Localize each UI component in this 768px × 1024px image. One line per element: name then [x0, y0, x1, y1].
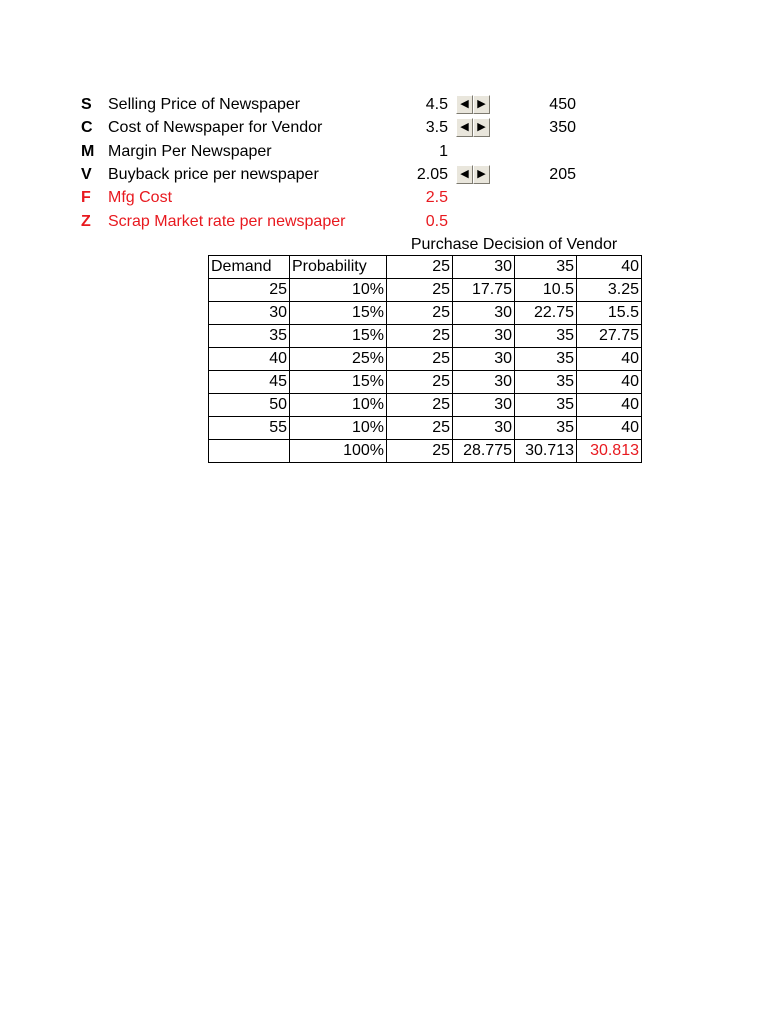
table-cell[interactable]: 35 [515, 371, 577, 394]
param-value[interactable]: 0.5 [425, 213, 448, 230]
param-total: 350 [549, 119, 576, 136]
triangle-left-icon[interactable]: ◀ [456, 95, 473, 114]
table-cell[interactable]: 30 [453, 348, 515, 371]
table-cell[interactable]: 15% [290, 371, 387, 394]
table-cell[interactable]: 15% [290, 302, 387, 325]
param-label: Mfg Cost [108, 189, 173, 206]
table-cell[interactable]: 17.75 [453, 279, 515, 302]
param-symbol: V [81, 166, 92, 183]
param-symbol: F [81, 189, 91, 206]
param-row-margin [0, 140, 768, 163]
table-cell[interactable]: 25% [290, 348, 387, 371]
table-cell[interactable]: 10% [290, 394, 387, 417]
table-cell[interactable]: 25 [209, 279, 290, 302]
table-row [209, 394, 642, 417]
triangle-left-icon[interactable]: ◀ [456, 165, 473, 184]
param-symbol: M [81, 143, 95, 160]
table-row [209, 302, 642, 325]
table-row [209, 371, 642, 394]
param-value[interactable]: 2.5 [425, 189, 448, 206]
table-cell[interactable]: 40 [577, 417, 642, 440]
triangle-right-icon[interactable]: ▶ [473, 118, 490, 137]
table-cell[interactable]: 15.5 [577, 302, 642, 325]
table-cell[interactable]: 30 [453, 302, 515, 325]
table-cell[interactable]: 10.5 [515, 279, 577, 302]
param-label: Margin Per Newspaper [108, 143, 272, 160]
spinner-control[interactable] [456, 95, 490, 114]
param-symbol: Z [81, 213, 91, 230]
param-value[interactable]: 3.5 [425, 119, 448, 136]
param-row-scrap-rate [0, 210, 768, 233]
header-cell-qty-35[interactable]: 35 [515, 256, 577, 279]
table-cell[interactable]: 35 [515, 325, 577, 348]
total-cell-qty-40-best[interactable]: 30.813 [577, 440, 642, 463]
param-value[interactable]: 2.05 [416, 166, 448, 183]
param-row-buyback [0, 163, 768, 186]
table-cell[interactable]: 30 [209, 302, 290, 325]
param-symbol: C [81, 119, 93, 136]
table-cell[interactable]: 30 [453, 394, 515, 417]
table-header-row [209, 256, 642, 279]
table-cell[interactable]: 25 [387, 325, 453, 348]
table-caption: Purchase Decision of Vendor [410, 236, 618, 253]
param-label: Selling Price of Newspaper [108, 96, 301, 113]
total-cell-qty-30[interactable]: 28.775 [453, 440, 515, 463]
table-cell[interactable]: 30 [453, 371, 515, 394]
triangle-left-icon[interactable]: ◀ [456, 118, 473, 137]
header-cell-qty-40[interactable]: 40 [577, 256, 642, 279]
table-cell[interactable]: 10% [290, 417, 387, 440]
table-cell[interactable]: 35 [515, 417, 577, 440]
table-cell[interactable]: 40 [577, 394, 642, 417]
table-cell[interactable]: 50 [209, 394, 290, 417]
header-cell-probability[interactable]: Probability [290, 256, 387, 279]
total-cell-probability[interactable]: 100% [290, 440, 387, 463]
table-cell[interactable]: 22.75 [515, 302, 577, 325]
table-cell[interactable]: 15% [290, 325, 387, 348]
table-row [209, 417, 642, 440]
table-cell[interactable]: 30 [453, 417, 515, 440]
table-cell[interactable]: 35 [209, 325, 290, 348]
table-cell[interactable]: 45 [209, 371, 290, 394]
header-cell-qty-25[interactable]: 25 [387, 256, 453, 279]
table-cell[interactable]: 3.25 [577, 279, 642, 302]
spinner-control[interactable] [456, 118, 490, 137]
param-symbol: S [81, 96, 92, 113]
table-cell[interactable]: 40 [209, 348, 290, 371]
table-cell[interactable]: 35 [515, 348, 577, 371]
table-cell[interactable]: 35 [515, 394, 577, 417]
table-cell[interactable]: 55 [209, 417, 290, 440]
param-total: 205 [549, 166, 576, 183]
table-cell[interactable]: 27.75 [577, 325, 642, 348]
total-cell-qty-25[interactable]: 25 [387, 440, 453, 463]
param-label: Buyback price per newspaper [108, 166, 319, 183]
param-value[interactable]: 4.5 [425, 96, 448, 113]
total-cell-qty-35[interactable]: 30.713 [515, 440, 577, 463]
table-cell[interactable]: 25 [387, 348, 453, 371]
header-cell-qty-30[interactable]: 30 [453, 256, 515, 279]
param-row-selling-price [0, 93, 768, 116]
param-value[interactable]: 1 [439, 143, 448, 160]
table-cell[interactable]: 40 [577, 371, 642, 394]
param-total: 450 [549, 96, 576, 113]
table-row [209, 279, 642, 302]
param-label: Cost of Newspaper for Vendor [108, 119, 323, 136]
table-cell[interactable]: 25 [387, 371, 453, 394]
param-label: Scrap Market rate per newspaper [108, 213, 346, 230]
table-cell[interactable]: 25 [387, 394, 453, 417]
header-cell-demand[interactable]: Demand [209, 256, 290, 279]
table-cell[interactable]: 40 [577, 348, 642, 371]
param-row-mfg-cost [0, 186, 768, 209]
triangle-right-icon[interactable]: ▶ [473, 165, 490, 184]
total-cell-blank[interactable] [209, 440, 290, 463]
table-cell[interactable]: 25 [387, 279, 453, 302]
table-cell[interactable]: 25 [387, 302, 453, 325]
table-cell[interactable]: 10% [290, 279, 387, 302]
spinner-control[interactable] [456, 165, 490, 184]
param-row-cost [0, 116, 768, 139]
table-totals-row [209, 440, 642, 463]
table-row [209, 348, 642, 371]
table-cell[interactable]: 30 [453, 325, 515, 348]
purchase-decision-table [208, 255, 642, 463]
table-cell[interactable]: 25 [387, 417, 453, 440]
triangle-right-icon[interactable]: ▶ [473, 95, 490, 114]
table-row [209, 325, 642, 348]
